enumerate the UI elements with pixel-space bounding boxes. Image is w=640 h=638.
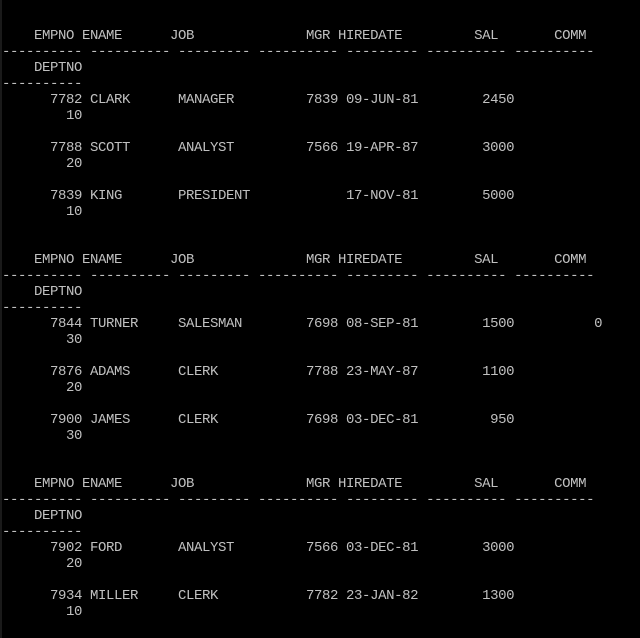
console-line	[2, 124, 638, 140]
column-underline-row: ---------- ---------- --------- ---------- --------- ---------- ----------	[2, 44, 595, 60]
console-line	[2, 12, 638, 28]
column-underline-row: ----------	[2, 524, 83, 540]
column-header-row: EMPNO ENAME JOB MGR HIREDATE SAL COMM	[2, 252, 587, 268]
table-row: 7788 SCOTT ANALYST 7566 19-APR-87 3000	[2, 140, 515, 156]
table-row: 30	[2, 428, 83, 444]
table-row: 7876 ADAMS CLERK 7788 23-MAY-87 1100	[2, 364, 515, 380]
table-row: 10	[2, 604, 83, 620]
console-line	[2, 172, 638, 188]
table-row: 20	[2, 380, 83, 396]
column-header-row: EMPNO ENAME JOB MGR HIREDATE SAL COMM	[2, 476, 587, 492]
sqlplus-console-output[interactable]	[2, 0, 638, 638]
table-row: 7782 CLARK MANAGER 7839 09-JUN-81 2450	[2, 92, 515, 108]
table-row: 20	[2, 156, 83, 172]
table-row: 7839 KING PRESIDENT 17-NOV-81 5000	[2, 188, 515, 204]
console-line	[2, 348, 638, 364]
console-line	[2, 220, 638, 236]
console-line	[2, 460, 638, 476]
console-line	[2, 572, 638, 588]
console-line	[2, 396, 638, 412]
console-line	[2, 0, 638, 12]
column-header-row: DEPTNO	[2, 508, 83, 524]
column-underline-row: ----------	[2, 300, 83, 316]
console-line	[2, 236, 638, 252]
table-row: 20	[2, 556, 83, 572]
table-row: 7934 MILLER CLERK 7782 23-JAN-82 1300	[2, 588, 515, 604]
table-row: 30	[2, 332, 83, 348]
console-line	[2, 620, 638, 636]
column-header-row: EMPNO ENAME JOB MGR HIREDATE SAL COMM	[2, 28, 587, 44]
table-row: 7900 JAMES CLERK 7698 03-DEC-81 950	[2, 412, 515, 428]
column-header-row: DEPTNO	[2, 284, 83, 300]
column-underline-row: ----------	[2, 76, 83, 92]
console-line	[2, 444, 638, 460]
table-row: 10	[2, 204, 83, 220]
column-header-row: DEPTNO	[2, 60, 83, 76]
table-row: 7844 TURNER SALESMAN 7698 08-SEP-81 1500 0	[2, 316, 603, 332]
table-row: 10	[2, 108, 83, 124]
column-underline-row: ---------- ---------- --------- ---------- --------- ---------- ----------	[2, 268, 595, 284]
column-underline-row: ---------- ---------- --------- ---------- --------- ---------- ----------	[2, 492, 595, 508]
table-row: 7902 FORD ANALYST 7566 03-DEC-81 3000	[2, 540, 515, 556]
